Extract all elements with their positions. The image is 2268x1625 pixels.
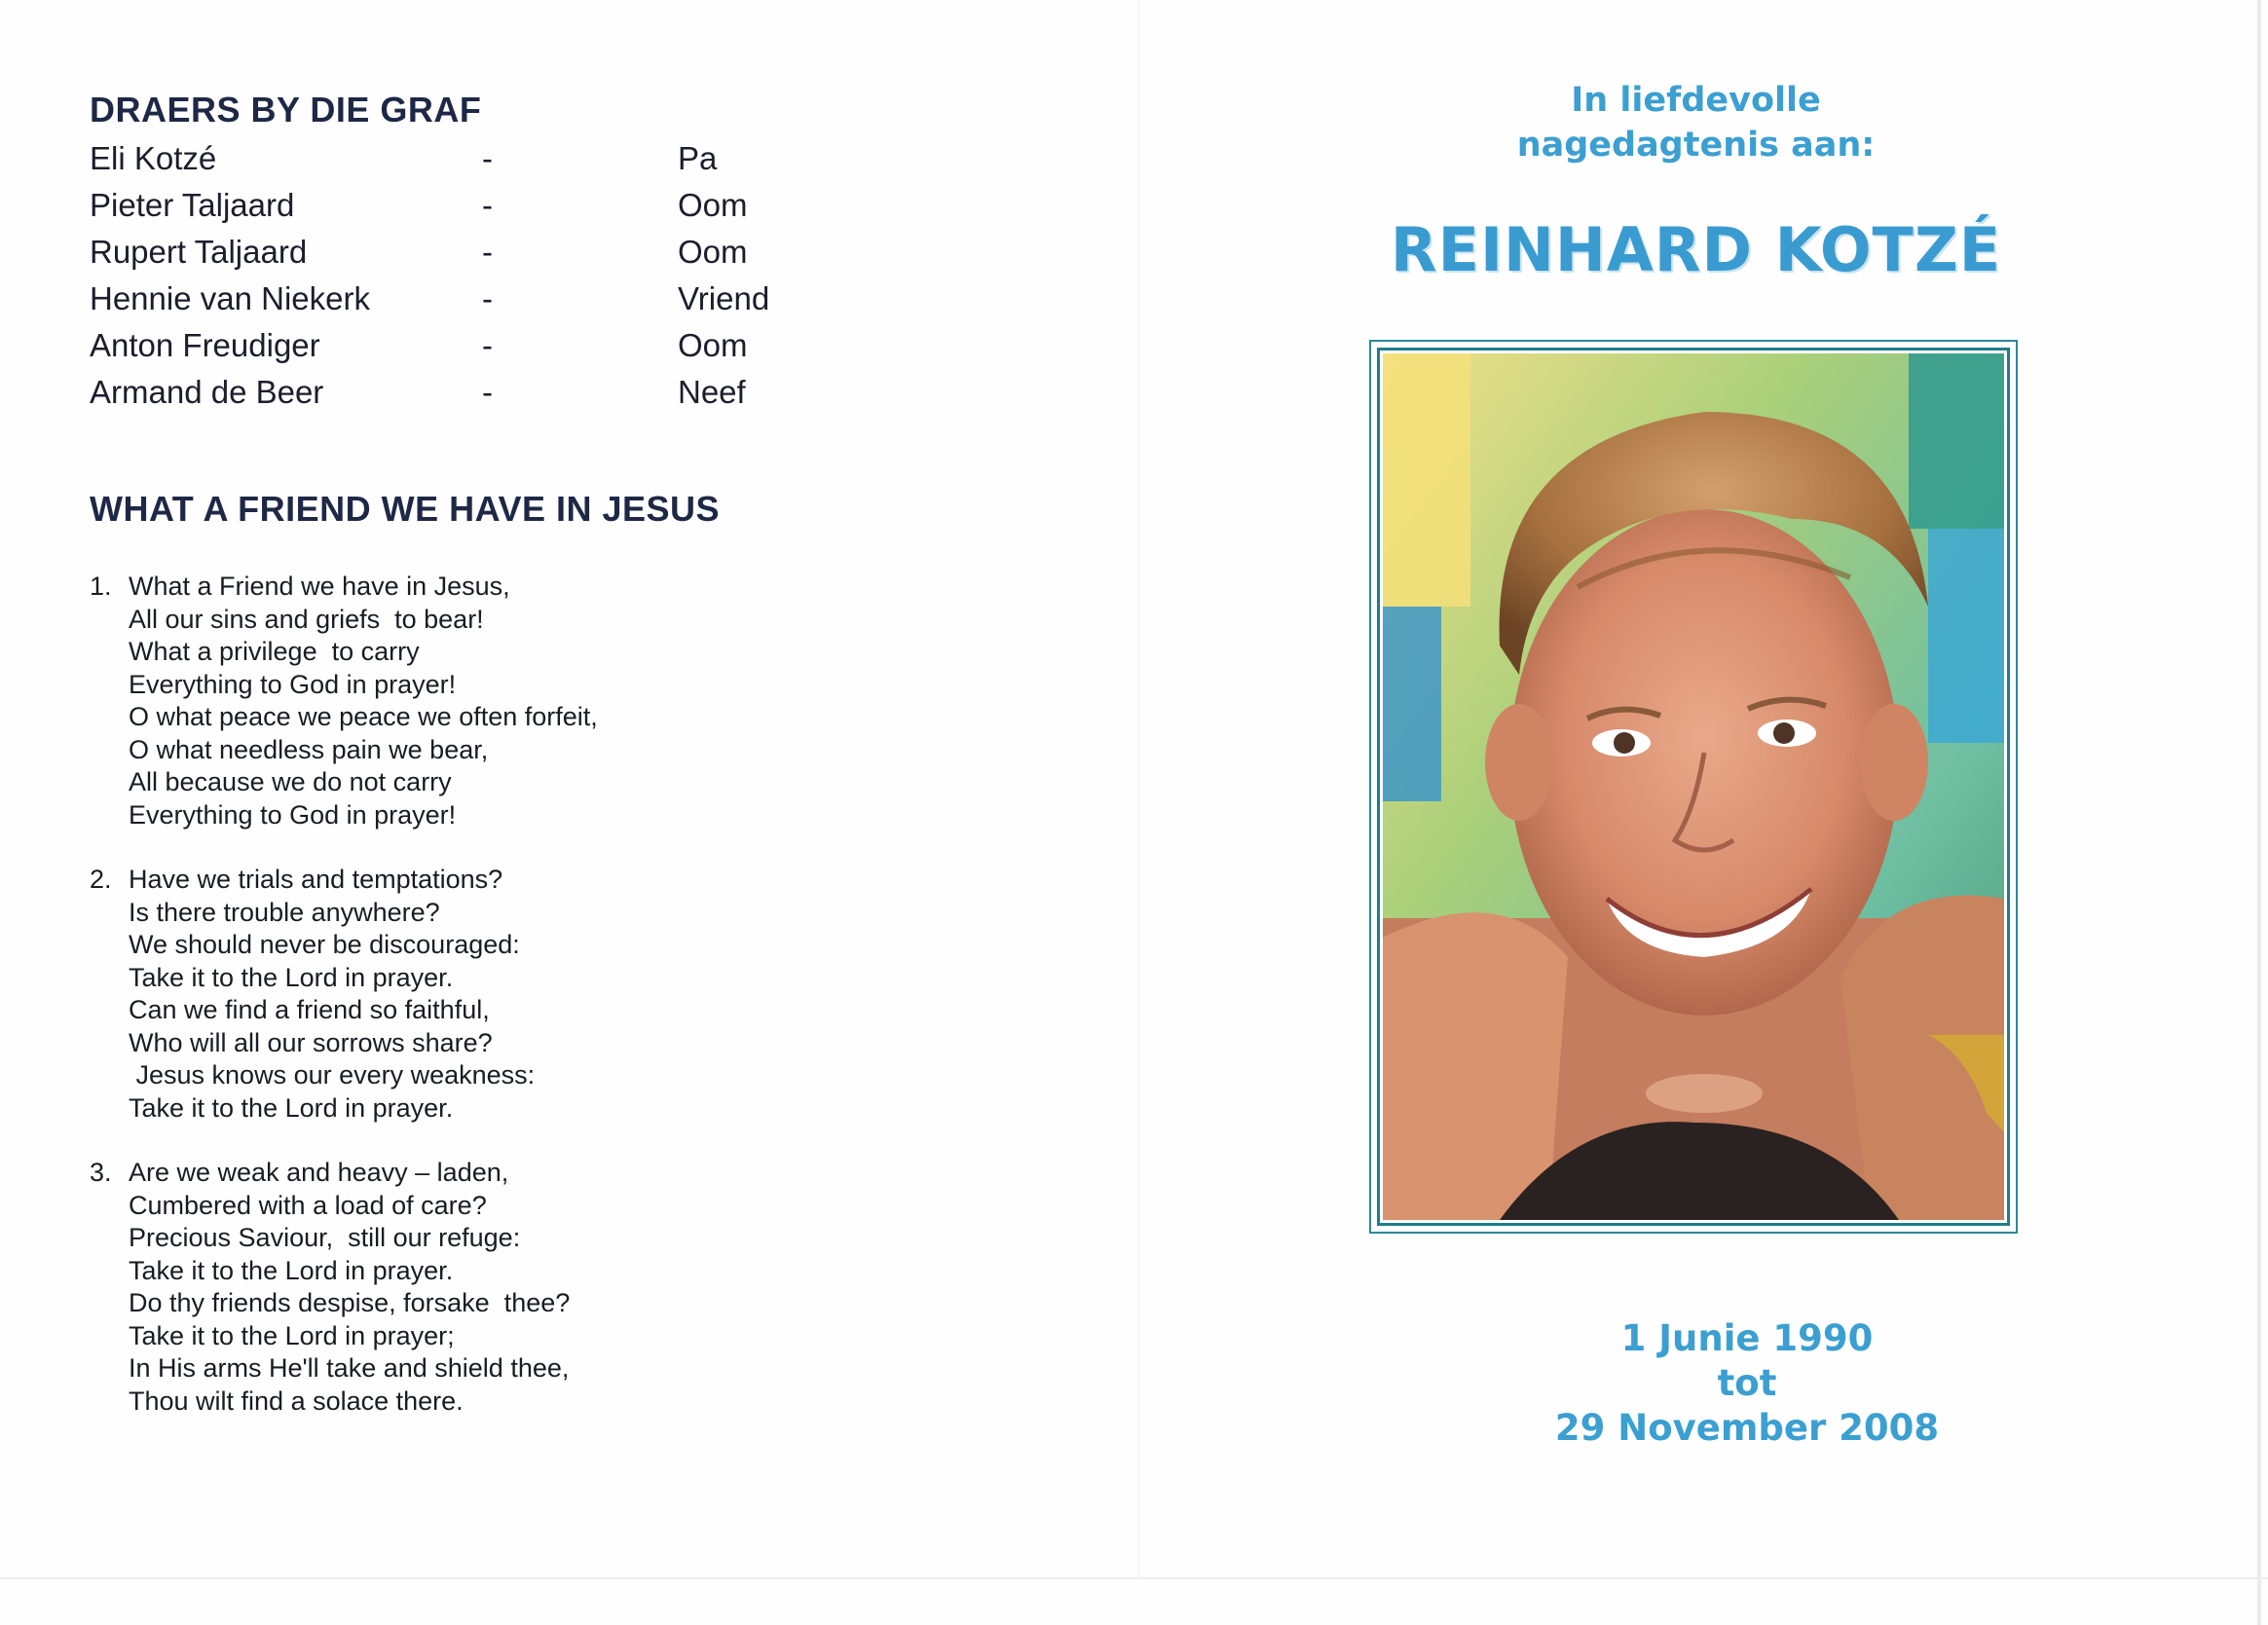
verse-number: 2. bbox=[90, 865, 112, 894]
life-dates bbox=[1139, 1316, 2268, 1451]
bearer-name: Anton Freudiger bbox=[90, 327, 320, 363]
bearer-name: Armand de Beer bbox=[90, 374, 324, 410]
verse-line: Thou wilt find a solace there. bbox=[129, 1385, 464, 1416]
verse-line: Take it to the Lord in prayer. bbox=[129, 1092, 454, 1123]
verse-line: Take it to the Lord in prayer. bbox=[129, 1255, 454, 1285]
paper-edge-bottom bbox=[0, 1577, 2268, 1579]
verse-line: All our sins and griefs to bear! bbox=[129, 604, 484, 634]
verse-line: O what needless pain we bear, bbox=[129, 734, 489, 764]
verse-line: Cumbered with a load of care? bbox=[129, 1190, 487, 1220]
bearer-relation: Oom bbox=[678, 187, 748, 223]
bearer-row bbox=[90, 374, 966, 421]
bearer-dash: - bbox=[482, 280, 493, 316]
verse-line: Who will all our sorrows share? bbox=[129, 1027, 493, 1057]
bearers-list bbox=[90, 140, 966, 421]
bearer-relation: Neef bbox=[678, 374, 746, 410]
bearers-heading: DRAERS BY DIE GRAF bbox=[90, 90, 482, 129]
verse-line: Is there trouble anywhere? bbox=[129, 897, 440, 927]
hymn-verse-1 bbox=[90, 571, 771, 831]
verse-line: Do thy friends despise, forsake thee? bbox=[129, 1288, 571, 1317]
verse-line: O what peace we peace we often forfeit, bbox=[129, 702, 598, 731]
bearer-dash: - bbox=[482, 140, 493, 176]
verse-line: All because we do not carry bbox=[129, 767, 452, 796]
verse-line: Jesus knows our every weakness: bbox=[129, 1060, 536, 1089]
verse-line: Precious Saviour, still our refuge: bbox=[129, 1223, 521, 1252]
portrait-frame bbox=[1369, 340, 2018, 1234]
bearer-row bbox=[90, 327, 966, 374]
bearer-relation: Oom bbox=[678, 327, 748, 363]
bearer-row bbox=[90, 187, 966, 234]
cover-page bbox=[1139, 0, 2259, 1577]
hymn-title: WHAT A FRIEND WE HAVE IN JESUS bbox=[90, 489, 721, 529]
verse-line: What a privilege to carry bbox=[129, 637, 420, 666]
verse-line: What a Friend we have in Jesus, bbox=[129, 572, 510, 601]
verse-line: Everything to God in prayer! bbox=[129, 669, 457, 699]
memory-line-2: nagedagtenis aan: bbox=[1516, 126, 1876, 165]
verse-line: Are we weak and heavy – laden, bbox=[129, 1158, 509, 1187]
verse-line: Everything to God in prayer! bbox=[129, 799, 457, 830]
birth-date: 1 Junie 1990 bbox=[1620, 1317, 1874, 1359]
bearer-row bbox=[90, 280, 966, 327]
bearer-name: Pieter Taljaard bbox=[90, 187, 295, 223]
verse-line: In His arms He'll take and shield thee, bbox=[129, 1353, 570, 1383]
deceased-name: REINHARD KOTZÉ bbox=[1390, 214, 2002, 285]
bearer-name: Eli Kotzé bbox=[90, 140, 217, 176]
portrait-photo bbox=[1383, 353, 2004, 1220]
hymn-verse-2 bbox=[90, 864, 771, 1125]
bearer-row bbox=[90, 234, 966, 280]
bearer-name: Rupert Taljaard bbox=[90, 234, 308, 270]
verse-line: Can we find a friend so faithful, bbox=[129, 995, 490, 1024]
left-page bbox=[90, 90, 1063, 1416]
hymn-verses bbox=[90, 571, 771, 1418]
portrait-image bbox=[1383, 353, 2004, 1220]
death-date: 29 November 2008 bbox=[1554, 1407, 1940, 1449]
bearer-relation: Vriend bbox=[678, 280, 770, 316]
bearer-dash: - bbox=[482, 327, 493, 363]
bearer-row bbox=[90, 140, 966, 187]
verse-line: We should never be discouraged: bbox=[129, 930, 520, 959]
bearer-dash: - bbox=[482, 234, 493, 270]
memory-line-1: In liefdevolle bbox=[1571, 81, 1821, 120]
verse-number: 3. bbox=[90, 1158, 112, 1187]
bearer-dash: - bbox=[482, 374, 493, 410]
bearer-relation: Pa bbox=[678, 140, 718, 176]
verse-line: Have we trials and temptations? bbox=[129, 865, 503, 894]
bearer-dash: - bbox=[482, 187, 493, 223]
bearer-name: Hennie van Niekerk bbox=[90, 280, 370, 316]
verse-number: 1. bbox=[90, 572, 112, 601]
bearer-relation: Oom bbox=[678, 234, 748, 270]
verse-line: Take it to the Lord in prayer. bbox=[129, 962, 454, 992]
hymn-verse-3 bbox=[90, 1157, 771, 1418]
in-memory-heading bbox=[1139, 78, 2252, 167]
verse-line: Take it to the Lord in prayer; bbox=[129, 1320, 455, 1350]
date-separator: tot bbox=[1717, 1362, 1777, 1404]
